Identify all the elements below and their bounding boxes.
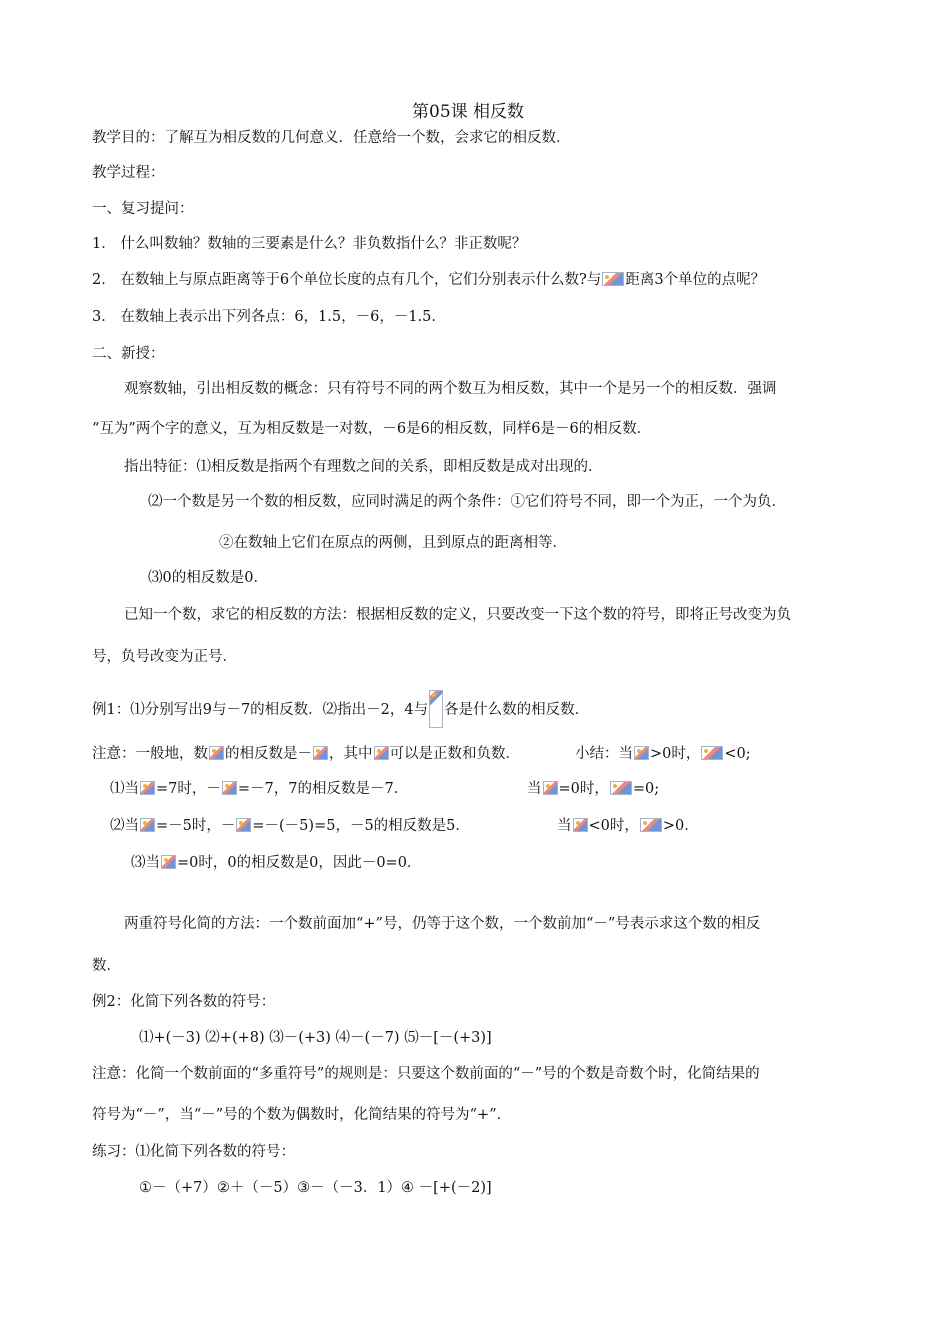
note-1-text-b: 的相反数是－ <box>225 746 312 762</box>
variable-a-icon <box>222 781 237 795</box>
case-1-text-b: =7时，－ <box>156 781 221 797</box>
summary-zero-text-a: 当 <box>527 781 542 797</box>
variable-a-icon <box>634 746 649 760</box>
practice-items: ①－（+7）②＋（－5）③－（－3．1）④ －[+(－2)] <box>139 1180 492 1196</box>
summary-case-negative <box>557 816 699 836</box>
summary-zero-text-c: =0; <box>632 781 660 797</box>
negative-a-icon <box>701 746 723 760</box>
variable-a-icon <box>209 746 224 760</box>
page-title: 第05课 相反数 <box>412 102 525 122</box>
variable-a-icon <box>236 818 251 832</box>
case-1-text-a: ⑴当 <box>110 781 139 797</box>
variable-a-icon <box>313 746 328 760</box>
summary-negative-text-c: >0． <box>662 818 699 834</box>
summary-case-zero <box>527 779 659 799</box>
summary-text-c: <0; <box>724 746 751 762</box>
feature-3: ⑶0的相反数是0． <box>148 570 268 586</box>
case-3-text-b: =0时，0的相反数是0，因此－0=0． <box>177 855 422 871</box>
summary-negative-text-b: <0时， <box>588 818 639 834</box>
teaching-goal: 教学目的：了解互为相反数的几何意义．任意给一个数，会求它的相反数． <box>92 130 571 146</box>
method-paragraph-line1: 已知一个数，求它的相反数的方法：根据相反数的定义，只要改变一下这个数的符号，即将正号改变为负 <box>124 607 791 623</box>
summary-text-a: 小结：当 <box>575 746 633 762</box>
double-sign-method-line2: 数． <box>92 958 121 974</box>
method-paragraph-line2: 号，负号改变为正号． <box>92 649 237 665</box>
feature-1: 指出特征：⑴相反数是指两个有理数之间的关系，即相反数是成对出现的． <box>124 459 603 475</box>
case-2-text-a: ⑵当 <box>110 818 139 834</box>
summary-zero-text-b: =0时， <box>558 781 609 797</box>
case-2-text-c: =－(－5)=5，－5的相反数是5． <box>252 818 470 834</box>
negative-a-icon <box>640 818 662 832</box>
feature-2: ⑵一个数是另一个数的相反数，应同时满足的两个条件：①它们符号不同，即一个为正，一个为负． <box>148 494 786 510</box>
case-2 <box>110 816 470 836</box>
variable-a-icon <box>374 746 389 760</box>
summary-text-b: >0时， <box>650 746 701 762</box>
formula-image-icon <box>602 272 624 286</box>
note-1-text-c: ，其中 <box>329 746 373 762</box>
question-2-text-a: 2． 在数轴上与原点距离等于6个单位长度的点有几个，它们分别表示什么数?与 <box>92 272 602 288</box>
summary-negative-text-a: 当 <box>557 818 572 834</box>
teaching-process-heading: 教学过程： <box>92 165 165 181</box>
concept-paragraph-line2: “互为”两个字的意义，互为相反数是一对数，－6是6的相反数，同样6是－6的相反数． <box>92 421 652 437</box>
summary <box>575 744 751 764</box>
question-1: 1． 什么叫数轴？数轴的三要素是什么？非负数指什么？非正数呢？ <box>92 236 527 252</box>
note-1-text-d: 可以是正数和负数． <box>389 746 520 762</box>
case-3-text-a: ⑶当 <box>131 855 160 871</box>
variable-a-icon <box>161 855 176 869</box>
question-2-text-b: 距离3个单位的点呢？ <box>625 272 766 288</box>
review-heading: 一、复习提问： <box>92 201 194 217</box>
case-3 <box>131 853 421 873</box>
double-sign-method-line1: 两重符号化简的方法：一个数前面加“+”号，仍等于这个数，一个数前加“－”号表示求这个数的相反 <box>124 916 761 932</box>
note-1 <box>92 744 520 764</box>
variable-a-icon <box>140 781 155 795</box>
example-1-text-a: 例1：⑴分别写出9与－7的相反数．⑵指出－2，4与 <box>92 702 429 718</box>
example-1 <box>92 690 589 728</box>
case-1-text-c: =－7，7的相反数是－7． <box>237 781 409 797</box>
feature-2-condition-2: ②在数轴上它们在原点的两侧，且到原点的距离相等． <box>219 535 567 551</box>
fraction-image-icon <box>429 690 443 728</box>
variable-a-icon <box>573 818 588 832</box>
example-2: 例2：化简下列各数的符号： <box>92 994 276 1010</box>
case-2-text-b: =－5时，－ <box>156 818 236 834</box>
new-lesson-heading: 二、新授： <box>92 346 165 362</box>
question-3: 3． 在数轴上表示出下列各点：6，1.5，－6，－1.5． <box>92 309 446 325</box>
variable-a-icon <box>543 781 558 795</box>
example-2-items: ⑴+(－3) ⑵+(+8) ⑶－(+3) ⑷－(－7) ⑸－[－(+3)] <box>139 1030 492 1046</box>
practice-heading: 练习：⑴化简下列各数的符号： <box>92 1144 295 1160</box>
note-1-text-a: 注意：一般地，数 <box>92 746 208 762</box>
negative-a-icon <box>610 781 632 795</box>
question-2 <box>92 270 765 290</box>
note-2-line2: 符号为“－”，当“－”号的个数为偶数时，化简结果的符号为“+”． <box>92 1107 512 1123</box>
variable-a-icon <box>140 818 155 832</box>
concept-paragraph-line1: 观察数轴，引出相反数的概念：只有符号不同的两个数互为相反数，其中一个是另一个的相反数．强调 <box>124 381 777 397</box>
case-1 <box>110 779 408 799</box>
example-1-text-b: 各是什么数的相反数． <box>444 702 590 718</box>
note-2-line1: 注意：化简一个数前面的“多重符号”的规则是：只要这个数前面的“－”号的个数是奇数个时，化简结果的 <box>92 1066 760 1082</box>
